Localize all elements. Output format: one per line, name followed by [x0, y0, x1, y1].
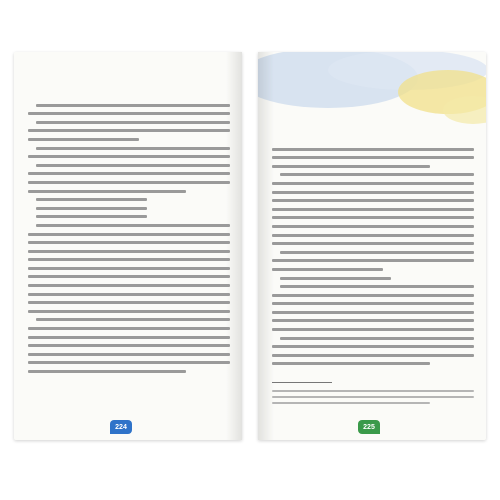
- text-line: [28, 181, 230, 184]
- left-page-text-block: [28, 98, 230, 373]
- text-line: [272, 345, 474, 348]
- text-line: [272, 156, 474, 159]
- text-line: [36, 104, 230, 107]
- right-page-text-block: [272, 142, 474, 365]
- text-line: [272, 199, 474, 202]
- text-line: [28, 344, 230, 347]
- text-line: [272, 234, 474, 237]
- footnote: [272, 386, 474, 404]
- text-line: [36, 121, 230, 124]
- text-line: [272, 294, 474, 297]
- text-line: [28, 172, 230, 175]
- text-line: [272, 225, 474, 228]
- footnote-line: [272, 390, 474, 392]
- text-line: [272, 208, 474, 211]
- text-line: [280, 277, 391, 280]
- text-line: [28, 361, 230, 364]
- text-line: [272, 191, 474, 194]
- text-line: [28, 112, 230, 115]
- text-line: [28, 155, 230, 158]
- text-line: [272, 362, 430, 365]
- footnote-line: [272, 402, 430, 404]
- text-line: [28, 129, 230, 132]
- page-number-badge: 225: [358, 420, 380, 434]
- text-line: [272, 328, 474, 331]
- text-line: [28, 353, 230, 356]
- text-line: [28, 258, 230, 261]
- text-line: [272, 182, 474, 185]
- text-line: [272, 354, 474, 357]
- text-line: [28, 190, 186, 193]
- text-line: [28, 267, 230, 270]
- text-line: [280, 173, 474, 176]
- text-line: [280, 251, 474, 254]
- text-line: [36, 164, 230, 167]
- text-line: [272, 311, 474, 314]
- footnote-line: [272, 396, 474, 398]
- page-number-badge: 224: [110, 420, 132, 434]
- right-page: [258, 52, 486, 440]
- text-line: [36, 215, 147, 218]
- text-line: [272, 165, 430, 168]
- text-line: [28, 301, 230, 304]
- text-line: [280, 285, 474, 288]
- text-line: [36, 198, 147, 201]
- text-line: [272, 216, 474, 219]
- text-line: [28, 370, 186, 373]
- text-line: [272, 242, 474, 245]
- text-line: [272, 259, 474, 262]
- text-line: [36, 207, 147, 210]
- text-line: [272, 319, 474, 322]
- text-line: [36, 147, 230, 150]
- text-line: [28, 138, 139, 141]
- text-line: [272, 148, 474, 151]
- text-line: [36, 224, 230, 227]
- text-line: [28, 250, 230, 253]
- footnote-rule: [272, 382, 332, 383]
- text-line: [28, 284, 230, 287]
- text-line: [272, 268, 383, 271]
- text-line: [28, 275, 230, 278]
- text-line: [28, 336, 230, 339]
- text-line: [28, 310, 230, 313]
- text-line: [272, 302, 474, 305]
- text-line: [28, 327, 230, 330]
- text-line: [28, 293, 230, 296]
- text-line: [36, 318, 230, 321]
- watercolor-illustration: [258, 52, 486, 138]
- text-line: [28, 241, 230, 244]
- text-line: [28, 233, 230, 236]
- left-page: [14, 52, 242, 440]
- text-line: [280, 337, 474, 340]
